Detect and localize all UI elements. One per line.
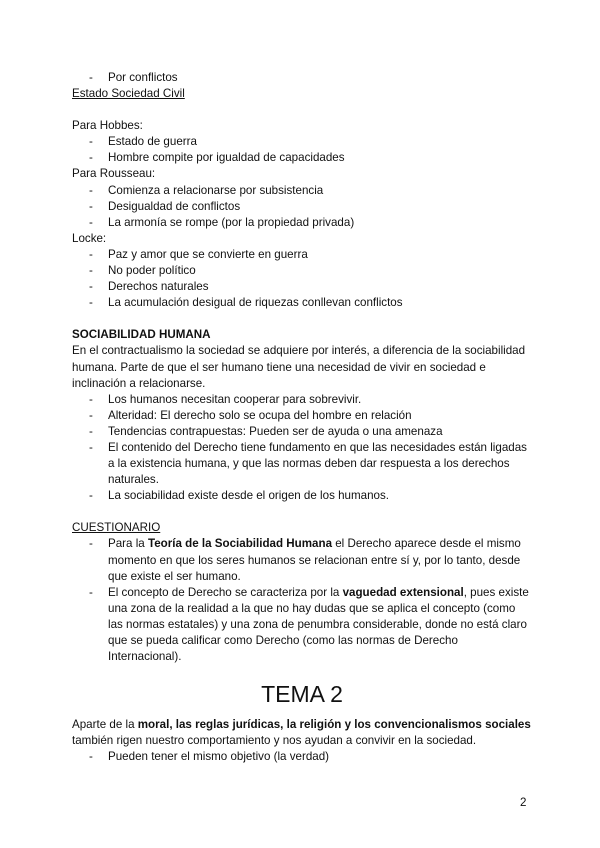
list-item: - Tendencias contrapuestas: Pueden ser de ayuda o una amenaza [89, 424, 443, 438]
list-item: - Para la Teoría de la Sociabilidad Humana el Derecho aparece desde el mismo momento en que los seres humanos se relacionan entre sí y, por lo tanto, desde que existe el ser humano. [89, 537, 521, 583]
list-item: - Alteridad: El derecho solo se ocupa del hombre en relación [89, 408, 412, 422]
list-item: - Derechos naturales [89, 280, 209, 294]
top-list [72, 70, 532, 86]
sociabilidad-paragraph: En el contractualismo la sociedad se adquiere por interés, a diferencia de la sociabilidad humana. Parte de que el ser humano tiene una necesidad de vivir en sociedad e inclinación a relacionarse. [72, 344, 526, 390]
list-item: - La sociabilidad existe desde el origen de los humanos. [89, 489, 390, 503]
sociabilidad-list [72, 392, 532, 505]
list-item: - La acumulación desigual de riquezas conllevan conflictos [89, 296, 403, 310]
document-page [72, 70, 532, 765]
list-item: - Por conflictos [89, 71, 178, 84]
locke-label: Locke: [72, 231, 107, 245]
sociabilidad-heading: SOCIABILIDAD HUMANA [72, 328, 211, 342]
cuestionario-list [72, 536, 532, 665]
list-item: - Paz y amor que se convierte en guerra [89, 247, 308, 261]
list-item: - Comienza a relacionarse por subsistencia [89, 183, 324, 197]
list-item: - El contenido del Derecho tiene fundamento en que las necesidades están ligadas a la existencia humana, y que las normas deben dar respuesta a los derechos naturales. [89, 440, 527, 487]
cuestionario-heading: CUESTIONARIO [72, 521, 161, 535]
hobbes-list [72, 134, 532, 166]
list-item: - El concepto de Derecho se caracteriza por la vaguedad extensional, pues existe una zona de la realidad a la que no hay dudas que se aplica el concepto (como las normas estatales) y una zona de penumbra considerable, donde no está claro que se pueda calificar como Derecho (como las normas de Derecho Internacional). [89, 585, 529, 664]
hobbes-label: Para Hobbes: [72, 119, 143, 133]
estado-title: Estado Sociedad Civil [72, 87, 185, 101]
list-item: - Estado de guerra [89, 135, 197, 149]
list-item: - Los humanos necesitan cooperar para sobrevivir. [89, 392, 362, 406]
list-item: - Hombre compite por igualdad de capacidades [89, 151, 345, 165]
rousseau-list [72, 183, 532, 231]
tema-2-title: TEMA 2 [261, 681, 343, 708]
list-item: - Desigualdad de conflictos [89, 199, 241, 213]
rousseau-label: Para Rousseau: [72, 167, 156, 181]
page-number: 2 [520, 796, 527, 809]
list-item: - Pueden tener el mismo objetivo (la verdad) [89, 750, 330, 764]
list-item: - La armonía se rompe (por la propiedad privada) [89, 215, 355, 229]
locke-list [72, 247, 532, 311]
tema-2-list [72, 749, 532, 765]
list-item: - No poder político [89, 264, 196, 278]
tema-2-paragraph: Aparte de la moral, las reglas jurídicas, la religión y los convencionalismos sociales también rigen nuestro comportamiento y nos ayudan a convivir en la sociedad. [72, 718, 531, 748]
